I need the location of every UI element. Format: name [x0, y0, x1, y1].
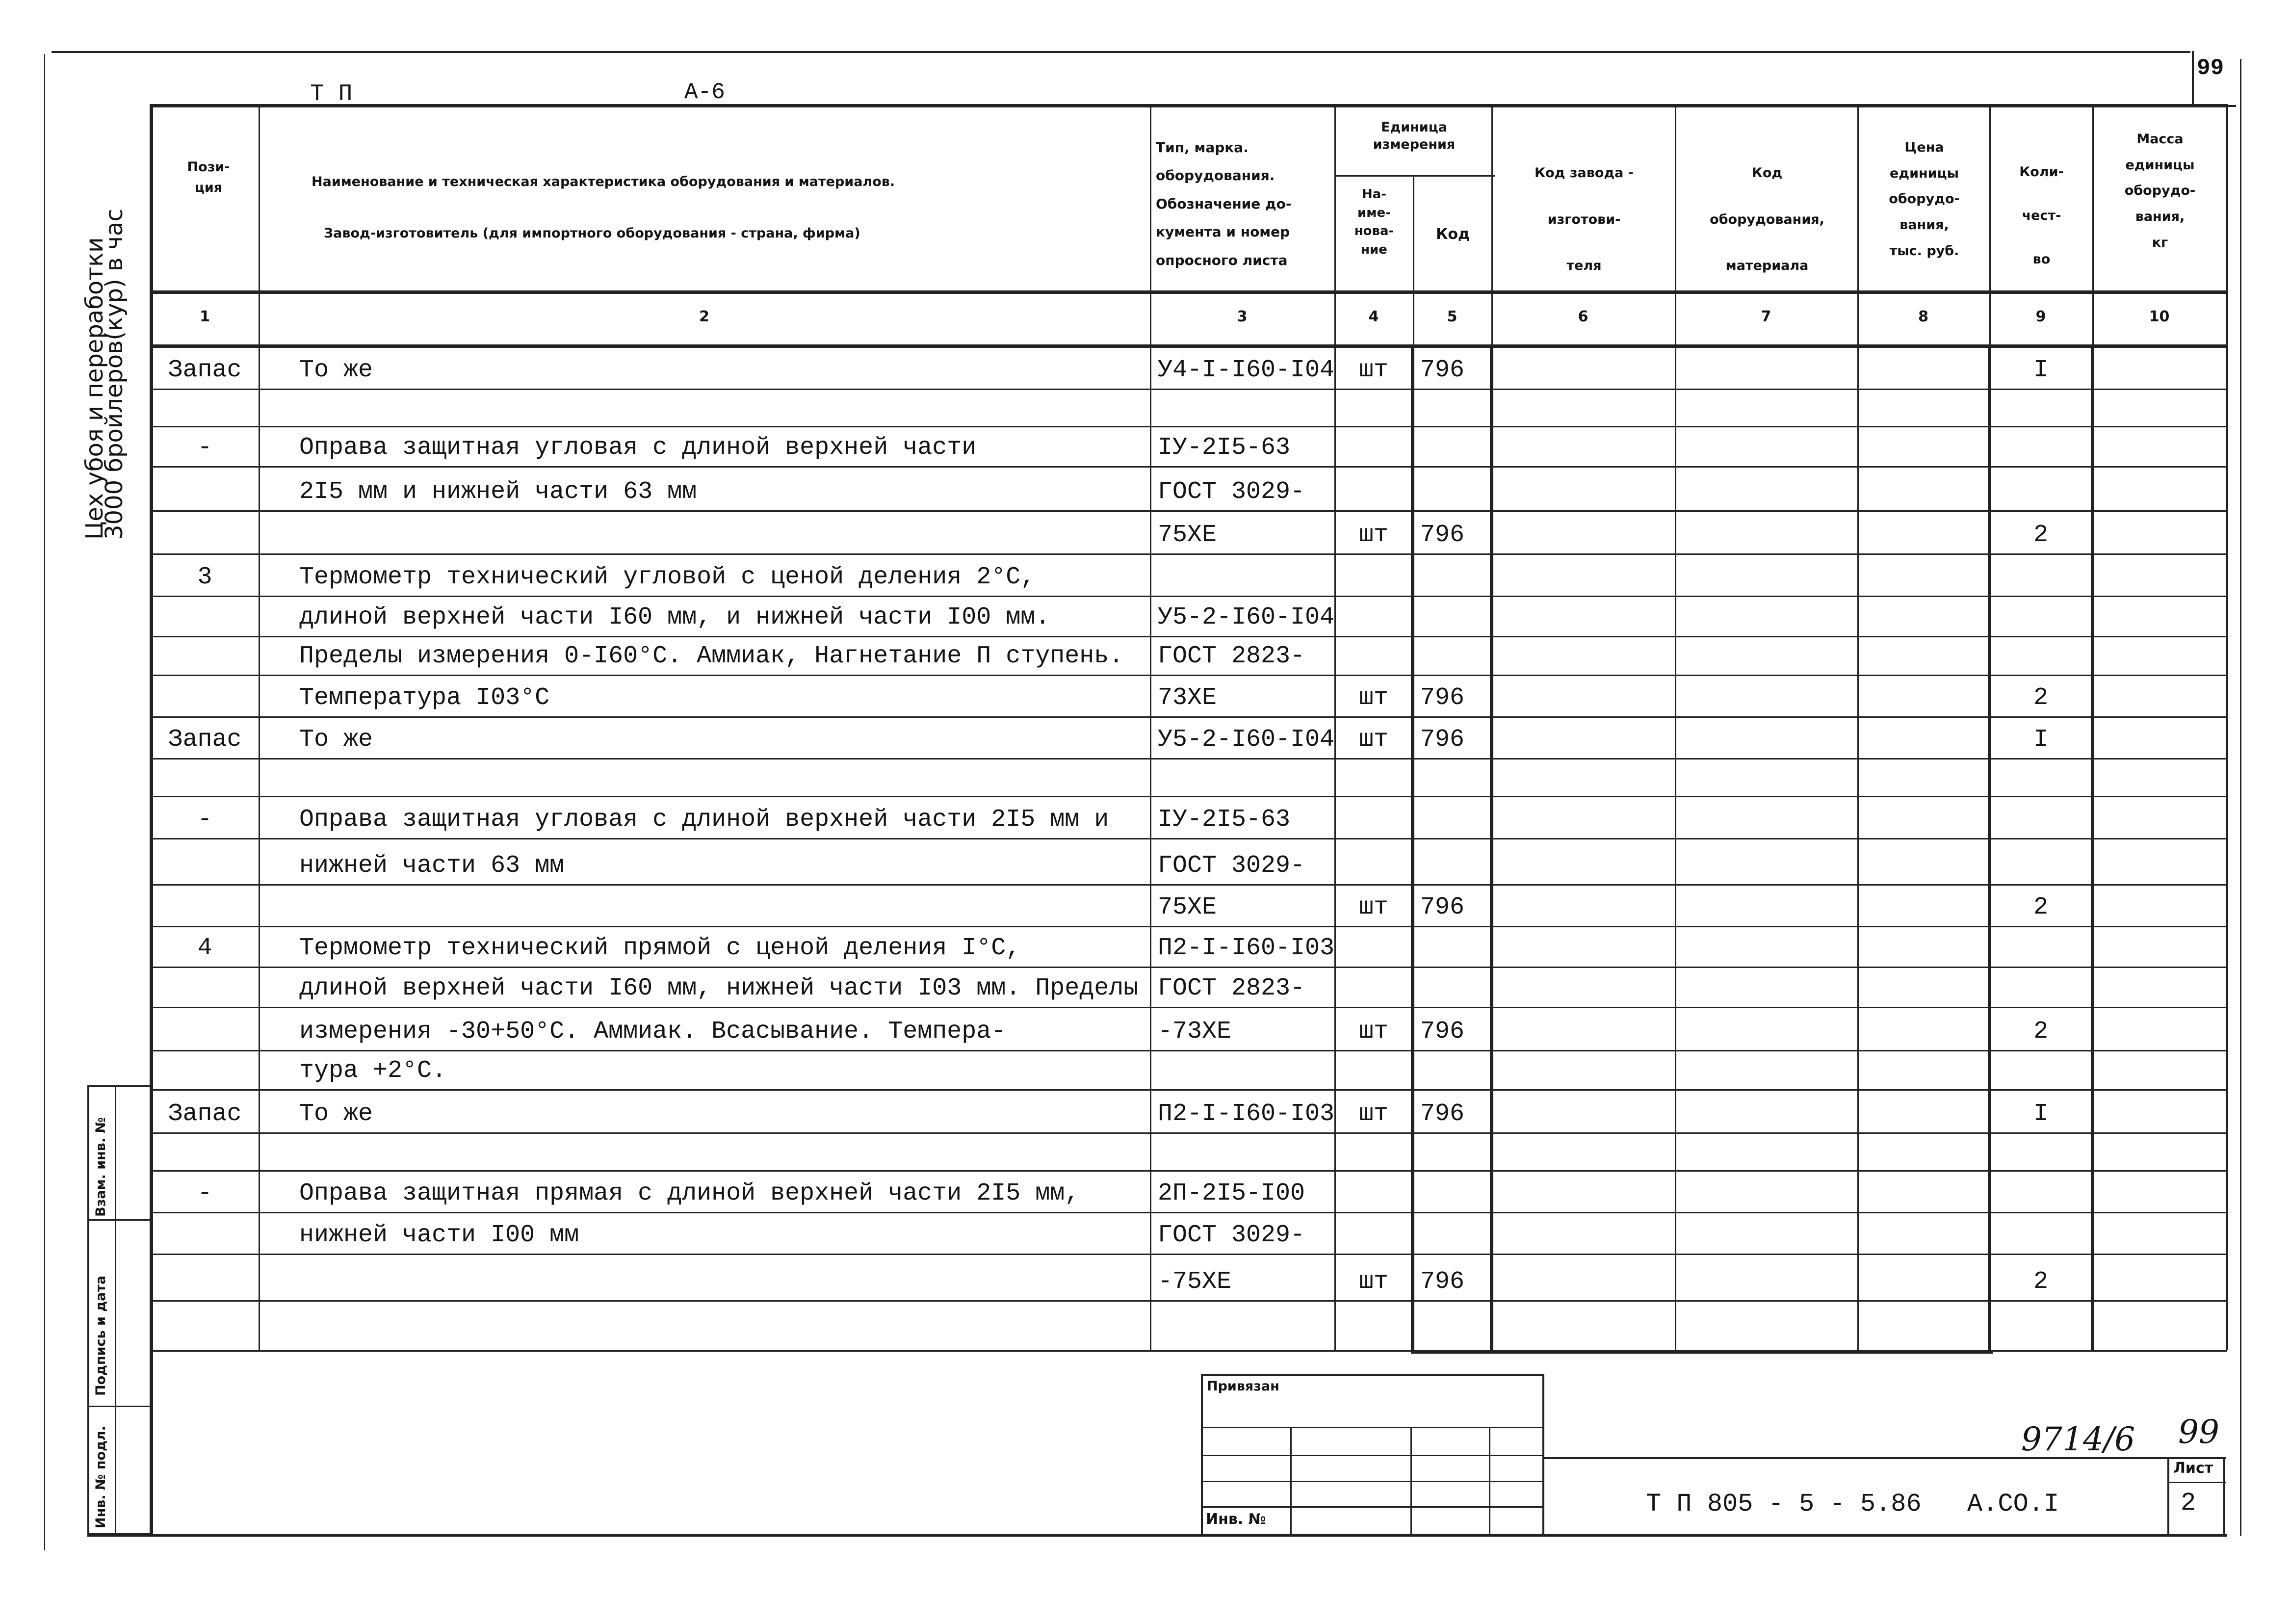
left-stamp-divider [115, 1085, 116, 1535]
row-line [151, 426, 2227, 427]
header-col3: Тип, марка. оборудования. Обозначение до- кумента и номер опросного листа [1156, 139, 1292, 268]
cell-name: измерения -30+50°С. Аммиак. Всасывание. Темпера- [299, 1018, 1006, 1046]
header-col6: Код завода - изготови- теля [1535, 165, 1634, 273]
doc-code: Т П 805 - 5 - 5.86 [1646, 1490, 1922, 1519]
cell-type: ГОСТ 2823- [1158, 974, 1305, 1002]
privyazan-col-1 [1290, 1427, 1292, 1535]
colnum-1: 1 [200, 308, 210, 325]
left-stamp-row-1 [87, 1219, 151, 1221]
right-border [2240, 59, 2241, 1536]
colnum-8: 8 [1918, 308, 1928, 325]
cell-name: То же [299, 356, 373, 384]
colnum-10: 10 [2149, 308, 2170, 325]
colnum-7: 7 [1761, 308, 1771, 325]
header-col8: Цена единицы оборудо- вания, тыс. руб. [1889, 140, 1960, 259]
cell-unit: шт [1358, 684, 1388, 712]
stamp-podpis-data: Подпись и дата [93, 1275, 108, 1396]
row-line [151, 1212, 2227, 1213]
cell-type: 2П-2I5-I00 [1158, 1179, 1305, 1207]
row-line [151, 1050, 2227, 1051]
cell-type: IУ-2I5-63 [1158, 806, 1291, 834]
cell-type: 75ХЕ [1158, 893, 1217, 921]
col-line-1 [259, 104, 260, 1350]
stamp-inv-podl: Инв. № подл. [93, 1426, 108, 1528]
col-line-7 [1857, 104, 1859, 1350]
privyazan-label: Привязан [1207, 1379, 1279, 1394]
cell-pos: - [197, 806, 212, 834]
row-line [151, 838, 2227, 839]
cell-name: Температура I03°С [299, 684, 550, 712]
header-bottom-line [151, 290, 2227, 294]
handwritten-page: 99 [2178, 1413, 2219, 1451]
col-line-6 [1675, 104, 1676, 1350]
sheet-cell-right [2223, 1457, 2225, 1536]
cell-name: То же [299, 1100, 373, 1128]
cell-qty: 2 [2033, 521, 2048, 549]
row-line [151, 636, 2227, 637]
cell-name: 2I5 мм и нижней части 63 мм [299, 478, 697, 506]
header-unit-group: Единица измерения [1373, 120, 1456, 153]
colnum-6: 6 [1578, 308, 1588, 325]
header-col9: Коли- чест- во [2019, 164, 2064, 267]
table-top-line [151, 104, 2227, 107]
cell-name: Термометр технический прямой с ценой деления I°С, [299, 934, 1021, 962]
stamp-vzam-inv: Взам. инв. № [93, 1117, 108, 1217]
cell-name: То же [299, 726, 373, 754]
cell-type: -73ХЕ [1158, 1018, 1232, 1046]
row-line [151, 967, 2227, 968]
colnum-9: 9 [2035, 308, 2046, 325]
row-line [151, 466, 2227, 468]
cell-qty: I [2033, 726, 2048, 754]
cell-pos: 4 [197, 934, 212, 962]
cell-type: У4-I-I60-I04 [1158, 356, 1335, 384]
cell-qty: I [2033, 356, 2048, 384]
page-number: 99 [2197, 55, 2224, 81]
row-line [151, 1132, 2227, 1134]
row-line [151, 1007, 2227, 1008]
row-line [151, 510, 2227, 512]
cell-code: 796 [1420, 521, 1465, 549]
header-col2: Наименование и техническая характеристика оборудования и материалов. Завод-изготовитель (для импортного оборудования - страна, фирма) [312, 174, 895, 241]
left-stamp-row-2 [87, 1406, 151, 1407]
sheet-number: 2 [2181, 1489, 2196, 1518]
cell-code: 796 [1420, 726, 1465, 754]
header-col4: На- име- нова- ние [1354, 187, 1394, 258]
cell-code: 796 [1420, 356, 1465, 384]
cell-qty: 2 [2033, 684, 2048, 712]
privyazan-col-2 [1410, 1427, 1412, 1535]
cell-type: -75ХЕ [1158, 1268, 1232, 1296]
colnum-2: 2 [699, 308, 709, 325]
cell-type: 75ХЕ [1158, 521, 1217, 549]
cell-name: Оправа защитная угловая с длиной верхней части [299, 434, 977, 462]
cell-unit: шт [1358, 521, 1388, 549]
colnum-3: 3 [1237, 308, 1248, 325]
cell-name: Оправа защитная прямая с длиной верхней части 2I5 мм, [299, 1179, 1080, 1207]
row-line [151, 1254, 2227, 1255]
col-line-5-bold [1490, 344, 1493, 1350]
side-title-line-2: 3000 бройлеров(кур) в час [101, 209, 128, 540]
row-line [151, 716, 2227, 718]
row-line [151, 926, 2227, 927]
cell-name: нижней части I00 мм [299, 1221, 579, 1249]
album-label: А-6 [684, 79, 725, 105]
far-left-margin-line [44, 54, 45, 1550]
header-col10: Масса единицы оборудо- вания, кг [2124, 131, 2196, 250]
cell-code: 796 [1420, 893, 1465, 921]
col-line-2 [1150, 104, 1151, 1350]
cell-unit: шт [1358, 356, 1388, 384]
cell-qty: I [2033, 1100, 2048, 1128]
cell-name: Пределы измерения 0-I60°С. Аммиак, Нагнетание П ступень. [299, 642, 1124, 670]
row-line [151, 553, 2227, 555]
inv-no-label: Инв. № [1206, 1511, 1266, 1528]
handwritten-number: 9714/6 [2021, 1420, 2135, 1458]
cell-unit: шт [1358, 1268, 1388, 1296]
cell-code: 796 [1420, 1100, 1465, 1128]
cell-type: 73ХЕ [1158, 684, 1217, 712]
header-col7: Код оборудования, материала [1710, 165, 1824, 273]
cell-pos: Запас [168, 1100, 242, 1128]
cell-name: Оправа защитная угловая с длиной верхней части 2I5 мм и [299, 806, 1109, 834]
cell-name: длиной верхней части I60 мм, нижней части I03 мм. Пределы [299, 974, 1139, 1002]
cell-qty: 2 [2033, 1268, 2048, 1296]
row-line [151, 758, 2227, 760]
sheet-cell-divider [2167, 1482, 2226, 1483]
cell-qty: 2 [2033, 893, 2048, 921]
row-line [151, 1170, 2227, 1172]
colnum-5: 5 [1447, 308, 1457, 325]
header-col1: Пози- ция [187, 159, 230, 195]
top-border [52, 51, 2190, 53]
cell-name: Термометр технический угловой с ценой деления 2°С, [299, 563, 1036, 591]
cell-unit: шт [1358, 893, 1388, 921]
col-line-9-right-bold [2091, 344, 2094, 1350]
cell-name: нижней части 63 мм [299, 852, 565, 880]
colnum-4: 4 [1368, 308, 1379, 325]
tp-label: Т П [310, 81, 353, 107]
colnum-bottom-line [151, 344, 2227, 348]
cell-name: тура +2°С. [299, 1057, 447, 1085]
cell-type: У5-2-I60-I04 [1158, 726, 1335, 754]
row-line [151, 389, 2227, 390]
privyazan-col-3 [1489, 1427, 1490, 1535]
cell-pos: Запас [168, 356, 242, 384]
cell-type: ГОСТ 2823- [1158, 642, 1305, 670]
cell-unit: шт [1358, 726, 1388, 754]
unit-group-divider [1334, 175, 1495, 177]
cell-code: 796 [1420, 1018, 1465, 1046]
cell-type: П2-I-I60-I03 [1158, 1100, 1335, 1128]
cell-type: ГОСТ 3029- [1158, 478, 1305, 506]
cell-code: 796 [1420, 1268, 1465, 1296]
cell-type: IУ-2I5-63 [1158, 434, 1291, 462]
col-line-3 [1334, 104, 1336, 1350]
sheet-label: Лист [2173, 1460, 2213, 1477]
row-line [151, 884, 2227, 886]
privyazan-row-1 [1201, 1427, 1544, 1428]
row-line [151, 1350, 2227, 1352]
cell-pos: Запас [168, 726, 242, 754]
cell-type: ГОСТ 3029- [1158, 1221, 1305, 1249]
cell-pos: 3 [197, 563, 212, 591]
cell-code: 796 [1420, 684, 1465, 712]
sheet-bottom-line [87, 1534, 2227, 1537]
side-title-line-1: Цех убоя и переработки [81, 237, 108, 540]
table-right-line [2226, 104, 2228, 1350]
col-line-9-left-bold [1988, 344, 1991, 1350]
cell-unit: шт [1358, 1100, 1388, 1128]
privyazan-row-4 [1201, 1506, 1544, 1508]
row-line [151, 596, 2227, 597]
row-line [151, 1300, 2227, 1302]
sheet-code: А.СО.I [1967, 1490, 2059, 1519]
cell-type: ГОСТ 3029- [1158, 852, 1305, 880]
cell-name: длиной верхней части I60 мм, и нижней части I00 мм. [299, 603, 1050, 631]
privyazan-row-3 [1201, 1481, 1544, 1482]
cell-type: П2-I-I60-I03 [1158, 934, 1335, 962]
row-line [151, 796, 2227, 797]
row-line [151, 675, 2227, 676]
privyazan-row-2 [1201, 1455, 1544, 1456]
sheet-cell-left [2167, 1457, 2169, 1536]
col-line-4-bold [1411, 344, 1414, 1350]
row-line [151, 1089, 2227, 1091]
cell-pos: - [197, 1179, 212, 1207]
cell-type: У5-2-I60-I04 [1158, 603, 1335, 631]
cell-pos: - [197, 434, 212, 462]
header-col5: Код [1435, 226, 1470, 243]
cell-unit: шт [1358, 1018, 1388, 1046]
cell-qty: 2 [2033, 1018, 2048, 1046]
